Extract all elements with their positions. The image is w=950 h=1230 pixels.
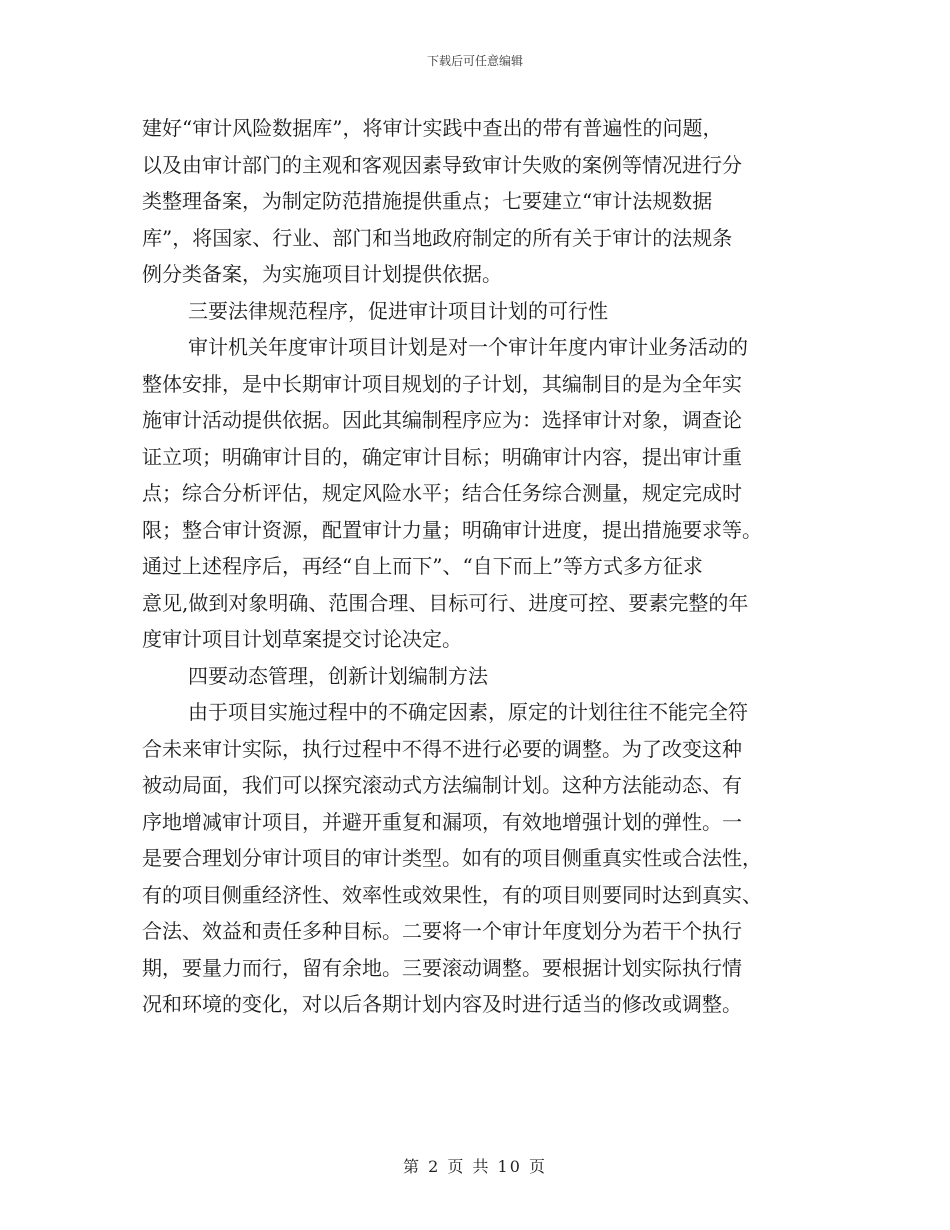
text-line: 度审计项目计划草案提交讨论决定。 (142, 627, 462, 651)
page-header: 下载后可任意编辑 (426, 54, 523, 68)
text-line: 点；综合分析评估，规定风险水平；结合任务综合测量，规定完成时 (142, 481, 742, 505)
text-line: 被动局面，我们可以探究滚动式方法编制计划。这种方法能动态、有 (142, 773, 742, 797)
text-line: 整体安排，是中长期审计项目规划的子计划，其编制目的是为全年实 (142, 371, 742, 396)
text-line: 意见,做到对象明确、范围合理、目标可行、进度可控、要素完整的年 (142, 590, 749, 615)
text-line: 以及由审计部门的主观和客观因素导致审计失败的案例等情况进行分 (142, 152, 742, 177)
text-line: 有的项目侧重经济性、效率性或效果性，有的项目则要同时达到真实、 (142, 882, 762, 907)
text-line: 库”，将国家、行业、部门和当地政府制定的所有关于审计的法规条 (142, 225, 733, 250)
page-number-footer: 第 2 页 共 10 页 (403, 1157, 547, 1176)
text-line: 例分类备案，为实施项目计划提供依据。 (142, 262, 502, 286)
text-line: 序地增减审计项目，并避开重复和漏项，有效地增强计划的弹性。一 (142, 809, 742, 834)
text-line: 类整理备案，为制定防范措施提供重点；七要建立“审计法规数据 (142, 189, 713, 213)
text-line: 限；整合审计资源，配置审计力量；明确审计进度，提出措施要求等。 (142, 517, 762, 542)
text-line: 期，要量力而行，留有余地。三要滚动调整。要根据计划实际执行情 (142, 955, 742, 980)
text-line: 合未来审计实际，执行过程中不得不进行必要的调整。为了改变这种 (142, 736, 742, 761)
section-heading: 四要动态管理，创新计划编制方法 (188, 663, 488, 688)
text-line: 证立项；明确审计目的，确定审计目标；明确审计内容，提出审计重 (142, 444, 742, 469)
section-heading: 三要法律规范程序，促进审计项目计划的可行性 (188, 298, 608, 323)
paragraph-first-line: 审计机关年度审计项目计划是对一个审计年度内审计业务活动的 (188, 335, 748, 359)
paragraph-first-line: 由于项目实施过程中的不确定因素，原定的计划往往不能完全符 (188, 700, 748, 724)
text-line: 是要合理划分审计项目的审计类型。如有的项目侧重真实性或合法性， (142, 846, 762, 870)
text-line: 施审计活动提供依据。因此其编制程序应为：选择审计对象，调查论 (142, 408, 742, 432)
text-line: 况和环境的变化，对以后各期计划内容及时进行适当的修改或调整。 (142, 992, 742, 1016)
text-line: 通过上述程序后，再经“自上而下”、“自下而上”等方式多方征求 (142, 554, 703, 578)
document-body (142, 110, 812, 1023)
text-line: 建好“审计风险数据库”，将审计实践中查出的带有普遍性的问题， (142, 116, 723, 140)
text-line: 合法、效益和责任多种目标。二要将一个审计年度划分为若干个执行 (142, 919, 742, 943)
